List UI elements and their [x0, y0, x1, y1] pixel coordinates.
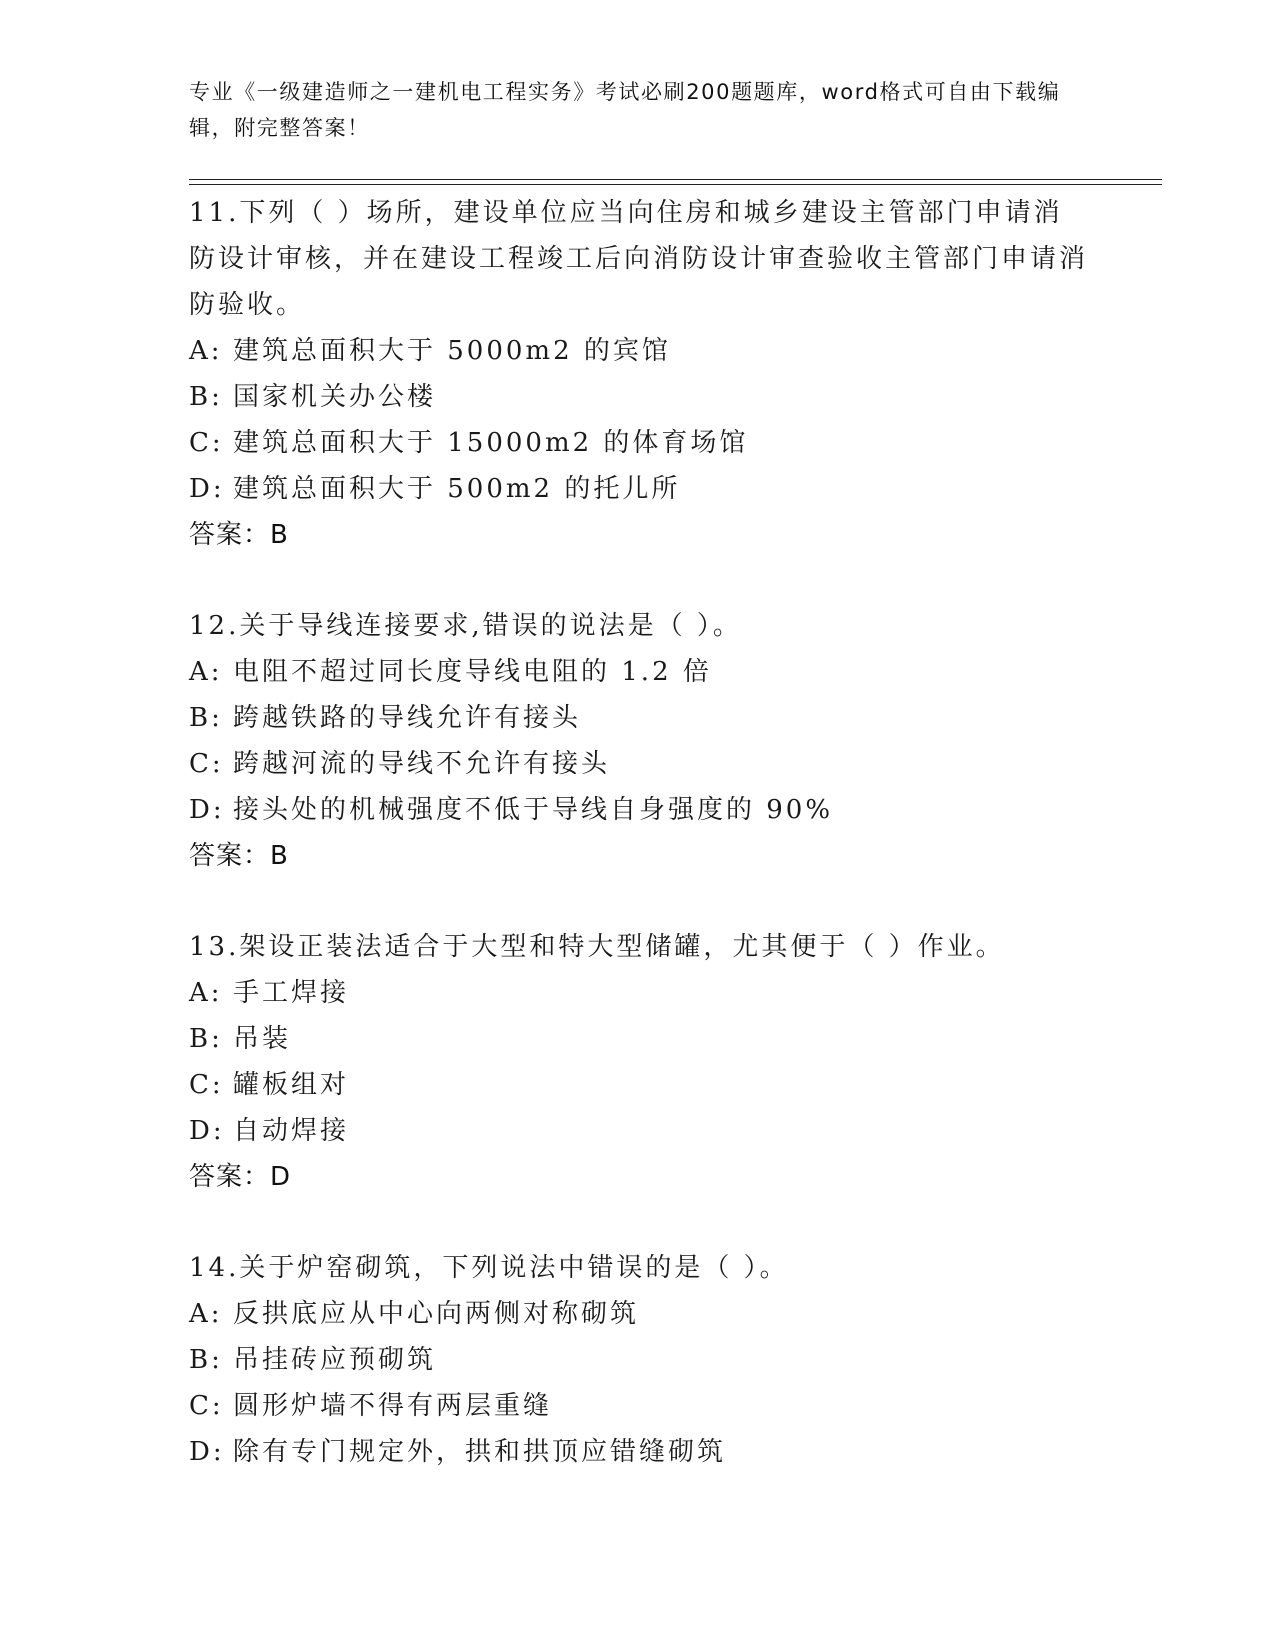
- option-b: [189, 374, 1149, 420]
- option-text: 建筑总面积大于 15000m2 的体育场馆: [233, 428, 749, 458]
- option-a: [189, 970, 1149, 1016]
- option-d: [189, 466, 1149, 512]
- option-key: C:: [189, 428, 224, 458]
- question-item: [189, 190, 1149, 558]
- option-d: [189, 1108, 1149, 1154]
- option-key: C:: [189, 749, 224, 779]
- question-item: [189, 603, 1149, 879]
- option-key: B:: [189, 1024, 223, 1054]
- answer-line: 答案：B: [189, 841, 289, 871]
- option-key: D:: [189, 1437, 225, 1467]
- option-b: [189, 1337, 1149, 1383]
- option-b: [189, 1016, 1149, 1062]
- answer-line: 答案：D: [189, 1162, 292, 1192]
- option-d: [189, 787, 1149, 833]
- option-key: C:: [189, 1070, 224, 1100]
- option-text: 自动焊接: [233, 1116, 350, 1146]
- question-stem: 14.关于炉窑砌筑，下列说法中错误的是（ ）。: [189, 1253, 789, 1283]
- option-d: [189, 1429, 1149, 1475]
- option-text: 跨越铁路的导线允许有接头: [233, 703, 582, 733]
- option-c: [189, 1062, 1149, 1108]
- option-key: D:: [189, 1116, 225, 1146]
- question-item: [189, 924, 1149, 1200]
- option-text: 反拱底应从中心向两侧对称砌筑: [233, 1299, 640, 1329]
- header-rule-bottom: [189, 184, 1162, 185]
- option-text: 电阻不超过同长度导线电阻的 1.2 倍: [233, 657, 712, 687]
- option-key: B:: [189, 382, 223, 412]
- question-stem: 13.架设正装法适合于大型和特大型储罐，尤其便于（ ）作业。: [189, 932, 1005, 962]
- option-c: [189, 1383, 1149, 1429]
- option-key: D:: [189, 474, 225, 504]
- option-key: C:: [189, 1391, 224, 1421]
- option-text: 圆形炉墙不得有两层重缝: [233, 1391, 553, 1421]
- header-rule-top: [189, 179, 1162, 180]
- option-c: [189, 420, 1149, 466]
- option-a: [189, 328, 1149, 374]
- option-key: D:: [189, 795, 225, 825]
- option-b: [189, 695, 1149, 741]
- option-text: 吊挂砖应预砌筑: [233, 1345, 437, 1375]
- answer-line: 答案：B: [189, 520, 289, 550]
- option-a: [189, 649, 1149, 695]
- option-text: 吊装: [233, 1024, 292, 1054]
- option-key: B:: [189, 1345, 223, 1375]
- option-text: 接头处的机械强度不低于导线自身强度的 90%: [233, 795, 834, 825]
- option-key: A:: [189, 1299, 223, 1329]
- option-text: 建筑总面积大于 5000m2 的宾馆: [233, 336, 671, 366]
- question-stem: 11.下列（ ）场所，建设单位应当向住房和城乡建设主管部门申请消防设计审核，并在建设工程竣工后向消防设计审查验收主管部门申请消防验收。: [189, 198, 1089, 320]
- option-text: 跨越河流的导线不允许有接头: [233, 749, 611, 779]
- option-key: A:: [189, 657, 223, 687]
- document-header: 专业《一级建造师之一建机电工程实务》考试必刷200题题库，word格式可自由下载编辑，附完整答案！: [189, 80, 1061, 140]
- option-text: 手工焊接: [233, 978, 350, 1008]
- question-stem: 12.关于导线连接要求,错误的说法是（ ）。: [189, 611, 742, 641]
- option-text: 除有专门规定外，拱和拱顶应错缝砌筑: [233, 1437, 727, 1467]
- option-a: [189, 1291, 1149, 1337]
- option-key: A:: [189, 336, 223, 366]
- question-list: [189, 190, 1149, 1520]
- option-text: 国家机关办公楼: [233, 382, 437, 412]
- option-text: 罐板组对: [233, 1070, 350, 1100]
- question-item: [189, 1245, 1149, 1475]
- option-c: [189, 741, 1149, 787]
- option-text: 建筑总面积大于 500m2 的托儿所: [233, 474, 681, 504]
- option-key: B:: [189, 703, 223, 733]
- option-key: A:: [189, 978, 223, 1008]
